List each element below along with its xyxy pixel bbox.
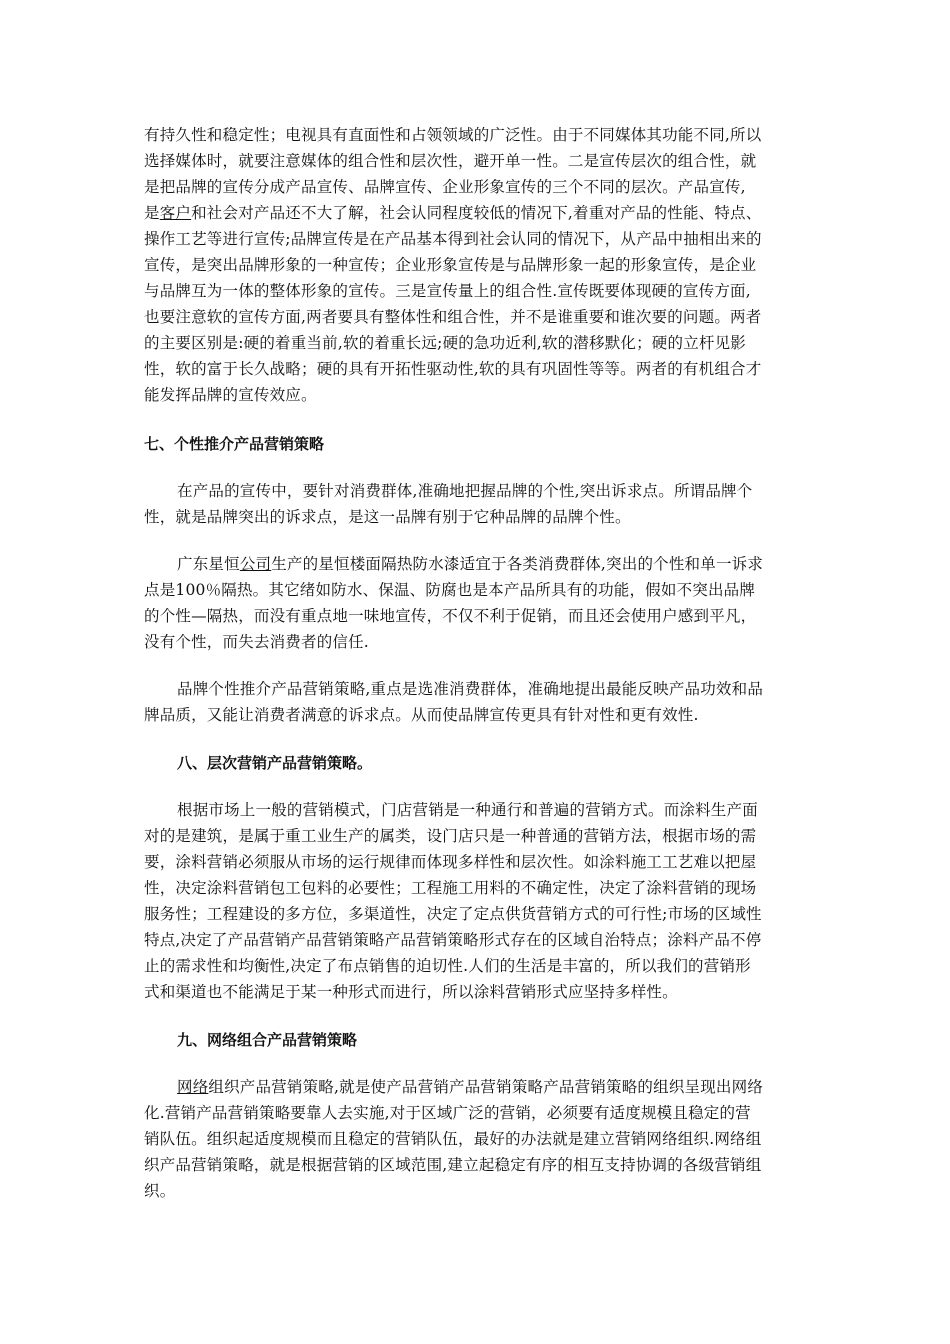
text-line bbox=[144, 1074, 808, 1100]
text-line bbox=[144, 200, 808, 226]
text-line: 没有个性，而失去消费者的信任. bbox=[144, 633, 369, 651]
text-line: 要，涂料营销必须服从市场的运行规律而体现多样性和层次性。如涂料施工工艺难以把屋 bbox=[144, 853, 757, 871]
spacer bbox=[144, 776, 808, 797]
text-line: 宣传，是突出品牌形象的一种宣传；企业形象宣传是与品牌形象一起的形象宣传，是企业 bbox=[144, 256, 757, 274]
text-fragment: 生产的星恒楼面隔热防水漆适宜于各类消费群体,突出的个性和单一诉求 bbox=[271, 555, 764, 573]
section-heading-7: 七、个性推介产品营销策略 bbox=[144, 435, 325, 453]
text-line: 操作工艺等进行宣传;品牌宣传是在产品基本得到社会认同的情况下，从产品中抽相出来的 bbox=[144, 230, 762, 248]
paragraph-xingheng-example bbox=[144, 551, 808, 655]
spacer bbox=[144, 408, 808, 431]
text-fragment: 是 bbox=[144, 204, 160, 222]
spacer bbox=[144, 1005, 808, 1027]
spacer bbox=[144, 728, 808, 750]
spacer bbox=[144, 655, 808, 676]
text-line: 品牌个性推介产品营销策略,重点是选准消费群体，准确地提出最能反映产品功效和品 bbox=[177, 680, 764, 698]
paragraph-personality-summary bbox=[144, 676, 808, 728]
text-line: 化.营销产品营销策略要靠人去实施,对于区域广泛的营销，必须要有适度规模且稳定的营 bbox=[144, 1104, 751, 1122]
text-line: 在产品的宣传中，要针对消费群体,准确地把握品牌的个性,突出诉求点。所谓品牌个 bbox=[177, 482, 753, 500]
text-line: 止的需求性和均衡性,决定了布点销售的迫切性.人们的生活是丰富的，所以我们的营销形 bbox=[144, 957, 751, 975]
text-line: 选择媒体时，就要注意媒体的组合性和层次性，避开单一性。二是宣传层次的组合性，就 bbox=[144, 152, 757, 170]
text-fragment: 广东星恒 bbox=[177, 555, 240, 573]
link-network[interactable]: 网络 bbox=[177, 1078, 209, 1096]
text-line: 式和渠道也不能满足于某一种形式而进行，所以涂料营销形式应坚持多样性。 bbox=[144, 983, 678, 1001]
paragraph-personality-intro bbox=[144, 478, 808, 530]
section-heading-8: 八、层次营销产品营销策略。 bbox=[177, 754, 373, 772]
text-line: 织。 bbox=[144, 1182, 176, 1200]
text-line: 能发挥品牌的宣传效应。 bbox=[144, 386, 317, 404]
link-company[interactable]: 公司 bbox=[239, 555, 272, 573]
text-line: 与品牌互为一体的整体形象的宣传。三是宣传量上的组合性.宣传既要体现硬的宣传方面, bbox=[144, 282, 751, 300]
section-heading-9: 九、网络组合产品营销策略 bbox=[177, 1031, 358, 1049]
paragraph-network-marketing bbox=[144, 1074, 808, 1204]
text-line: 点是100％隔热。其它绪如防水、保温、防腐也是本产品所具有的功能，假如不突出品牌 bbox=[144, 581, 756, 599]
text-fragment: 和社会对产品还不大了解，社会认同程度较低的情况下,着重对产品的性能、特点、 bbox=[191, 204, 762, 222]
text-line: 有持久性和稳定性；电视具有直面性和占领领域的广泛性。由于不同媒体其功能不同,所以 bbox=[144, 126, 762, 144]
text-line: 的主要区别是:硬的着重当前,软的着重长远;硬的急功近利,软的潜移默化；硬的立杆见影 bbox=[144, 334, 747, 352]
text-line: 是把品牌的宣传分成产品宣传、品牌宣传、企业形象宣传的三个不同的层次。产品宣传, bbox=[144, 178, 746, 196]
spacer bbox=[144, 530, 808, 551]
text-line: 性，就是品牌突出的诉求点，是这一品牌有别于它种品牌的品牌个性。 bbox=[144, 508, 631, 526]
spacer bbox=[144, 1053, 808, 1074]
text-line: 性，软的富于长久战略；硬的具有开拓性驱动性,软的具有巩固性等等。两者的有机组合才 bbox=[144, 360, 762, 378]
paragraph-tiered-marketing bbox=[144, 797, 808, 1005]
text-line: 特点,决定了产品营销产品营销策略产品营销策略形式存在的区域自治特点；涂料产品不停 bbox=[144, 931, 762, 949]
text-line: 性，决定涂料营销包工包料的必要性；工程施工用料的不确定性，决定了涂料营销的现场 bbox=[144, 879, 757, 897]
paragraph-media-combination bbox=[144, 122, 808, 408]
link-customer[interactable]: 客户 bbox=[159, 204, 192, 222]
text-line: 根据市场上一般的营销模式，门店营销是一种通行和普遍的营销方式。而涂料生产面 bbox=[177, 801, 758, 819]
text-line: 织产品营销策略，就是根据营销的区域范围,建立起稳定有序的相互支持协调的各级营销组 bbox=[144, 1156, 762, 1174]
text-line: 的个性—隔热，而没有重点地一味地宣传，不仅不利于促销，而且还会使用户感到平凡， bbox=[144, 607, 757, 625]
text-line: 服务性；工程建设的多方位，多渠道性，决定了定点供货营销方式的可行性;市场的区域性 bbox=[144, 905, 762, 923]
text-line: 牌品质，又能让消费者满意的诉求点。从而使品牌宣传更具有针对性和更有效性. bbox=[144, 706, 699, 724]
text-line bbox=[144, 551, 808, 577]
text-fragment: 组织产品营销策略,就是使产品营销产品营销策略产品营销策略的组织呈现出网络 bbox=[208, 1078, 764, 1096]
spacer bbox=[144, 457, 808, 478]
document-body bbox=[144, 122, 808, 1204]
text-line: 对的是建筑，是属于重工业生产的属类，设门店只是一种普通的营销方法，根据市场的需 bbox=[144, 827, 757, 845]
text-line: 也要注意软的宣传方面,两者要具有整体性和组合性，并不是谁重要和谁次要的问题。两者 bbox=[144, 308, 762, 326]
text-line: 销队伍。组织起适度规模而且稳定的营销队伍，最好的办法就是建立营销网络组织.网络组 bbox=[144, 1130, 762, 1148]
